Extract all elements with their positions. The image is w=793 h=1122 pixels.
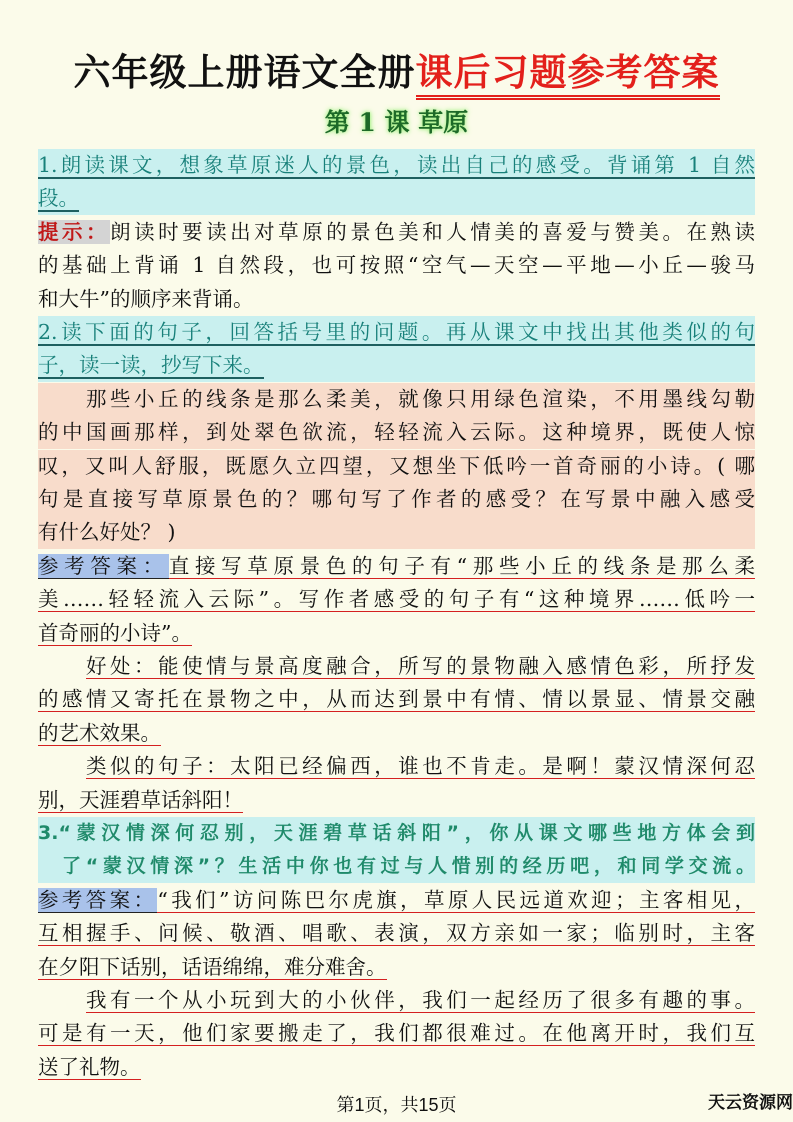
line-content: 别，天涯碧草话斜阳！ [38,787,243,812]
page-number: 第1页，共15页 [336,1095,457,1115]
text-line [38,984,755,1017]
line-content: 朗读时要读出对草原的景色美和人情美的喜爱与赞美。在熟读 [110,219,756,244]
line-content: “我们”访问陈巴尔虎旗，草原人民远道欢迎；主客相见， [157,887,755,912]
line-content: 在夕阳下话别，话语绵绵，难分难舍。 [38,954,387,979]
title-black: 六年级上册语文全册 [73,51,416,94]
line-content: 3.“蒙汉情深何忍别，天涯碧草话斜阳”，你从课文哪些地方体会到 [38,822,755,844]
line-content: 类似的句子：太阳已经偏西，谁也不肯走。是啊！蒙汉情深何忍 [86,754,755,779]
line-content: 可是有一天，他们家要搬走了，我们都很难过。在他离开时，我们互 [38,1021,755,1046]
hint-label: 提示： [38,219,111,244]
line-content: 的中国画那样，到处翠色欲流，轻轻流入云际。这种境界，既使人惊 [38,420,755,445]
answer-label: 参考答案： [38,553,169,578]
text-line [38,583,755,616]
text-line [38,283,755,316]
text-line [38,550,755,583]
text-line [38,416,755,449]
text-line [38,516,755,549]
line-content: 的感情又寄托在景物之中，从而达到景中有情、情以景显、情景交融 [38,687,755,712]
lesson-title: 第 1 课 草原 [324,108,469,137]
title-red: 课后习题参考答案 [416,51,720,100]
line-content: 叹，又叫人舒服，既愿久立四望，又想坐下低吟一首奇丽的小诗。( 哪 [38,453,755,478]
text-line [38,483,755,516]
line-content: 的艺术效果。 [38,720,161,745]
line-content: 1.朗读课文，想象草原迷人的景色，读出自己的感受。背诵第 1 自然 [38,153,755,177]
line-content: 我有一个从小玩到大的小伙伴，我们一起经历了很多有趣的事。 [86,988,755,1012]
text-line [38,750,755,783]
text-line [38,383,755,416]
text-line [38,650,755,683]
text-line [38,349,755,382]
text-line [38,316,755,349]
line-content: 好处：能使情与景高度融合，所写的景物融入感情色彩，所抒发 [86,654,755,678]
line-content: 首奇丽的小诗”。 [38,620,192,645]
line-content: 了“蒙汉情深”？生活中你也有过与人惜别的经历吧，和同学交流。 [62,855,755,878]
line-content: 有什么好处？ ) [38,520,176,545]
line-content: 的基础上背诵 1 自然段，也可按照“空气—天空—平地—小丘—骏马 [38,253,755,278]
text-line [38,216,755,249]
text-line [38,1051,755,1084]
text-line [38,149,755,182]
text-line [38,450,755,483]
line-content: 2.读下面的句子，回答括号里的问题。再从课文中找出其他类似的句 [38,320,755,344]
text-line [38,951,755,984]
text-line [38,817,755,850]
text-line [38,717,755,750]
text-line [38,784,755,817]
document-title [0,42,793,96]
text-line [38,182,755,215]
text-line [38,850,755,883]
brand-watermark: 天云资源网 [708,1093,793,1113]
text-line [38,917,755,950]
line-content: 子，读一读，抄写下来。 [38,353,264,378]
line-content: 段。 [38,186,79,211]
text-line [38,249,755,282]
text-line [38,1017,755,1050]
text-line [38,683,755,716]
line-content: 送了礼物。 [38,1054,141,1079]
line-content: 直接写草原景色的句子有“那些小丘的线条是那么柔 [168,553,756,578]
text-line [38,617,755,650]
text-line [38,884,755,917]
answer-label: 参考答案： [38,887,158,912]
line-content: 和大牛”的顺序来背诵。 [38,286,254,311]
line-content: 互相握手、问候、敬酒、唱歌、表演，双方亲如一家；临别时，主客 [38,921,755,946]
line-content: 美……轻轻流入云际”。写作者感受的句子有“这种境界……低吟一 [38,587,755,612]
line-content: 那些小丘的线条是那么柔美，就像只用绿色渲染，不用墨线勾勒 [86,386,755,411]
line-content: 句是直接写草原景色的？哪句写了作者的感受？在写景中融入感受 [38,487,755,511]
